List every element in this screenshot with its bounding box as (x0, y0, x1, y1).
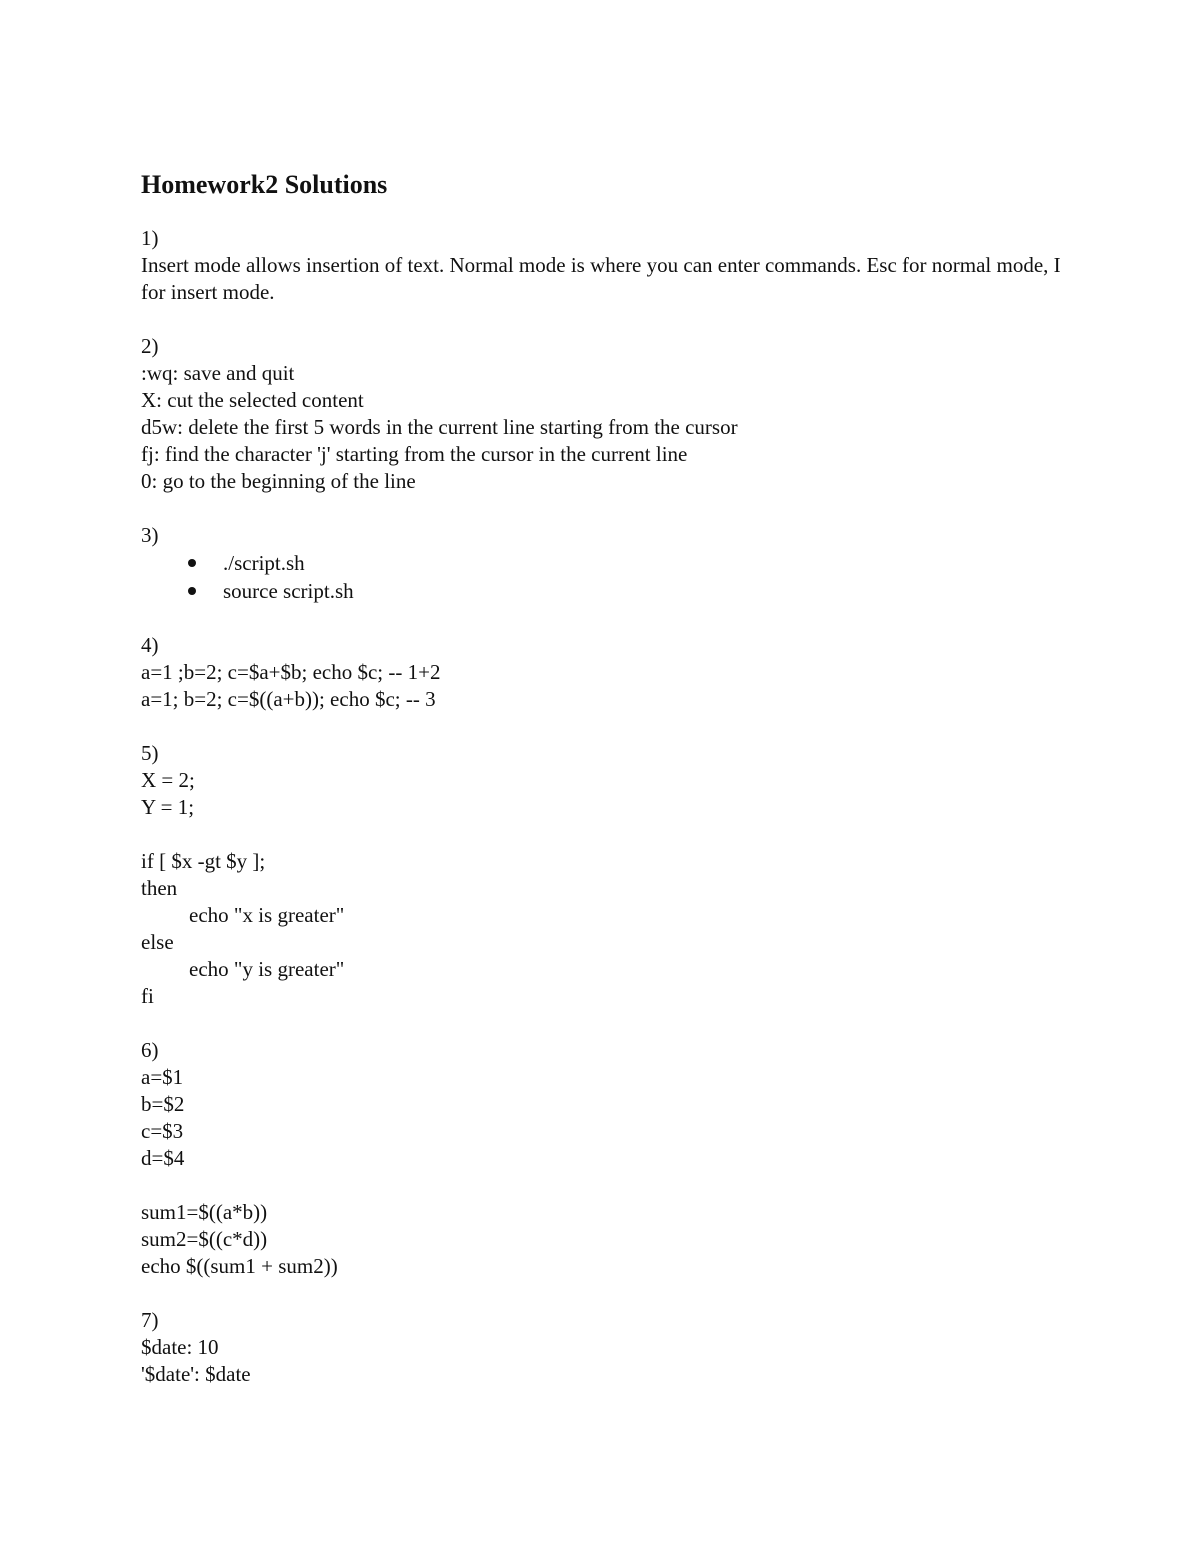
code-line: fi (141, 984, 154, 1008)
document-content (141, 168, 1081, 1388)
list-item (141, 577, 1081, 605)
answer-6 (141, 1037, 1081, 1280)
code-line: then (141, 876, 178, 900)
code-line: a=$1 (141, 1065, 184, 1089)
question-number: 2) (141, 334, 159, 358)
list-item (141, 549, 1081, 577)
answer-line: d5w: delete the first 5 words in the current line starting from the cursor (141, 415, 738, 439)
answer-line: 0: go to the beginning of the line (141, 469, 416, 493)
answer-line: $date: 10 (141, 1335, 219, 1359)
question-number: 1) (141, 226, 159, 250)
question-number: 3) (141, 523, 159, 547)
answer-line: fj: find the character 'j' starting from the cursor in the current line (141, 442, 688, 466)
answer-line: a=1; b=2; c=$((a+b)); echo $c; -- 3 (141, 687, 436, 711)
answer-text: Insert mode allows insertion of text. Normal mode is where you can enter commands. Esc for normal mode, I for insert mode. (141, 253, 1061, 304)
code-line: d=$4 (141, 1146, 185, 1170)
answer-4 (141, 632, 1081, 713)
bullet-icon (188, 587, 196, 595)
code-line: sum2=$((c*d)) (141, 1227, 268, 1251)
page-title: Homework2 Solutions (141, 170, 388, 199)
code-line: c=$3 (141, 1119, 184, 1143)
code-line: echo "x is greater" (189, 903, 345, 927)
answer-line: '$date': $date (141, 1362, 251, 1386)
list-item-text: source script.sh (223, 579, 354, 603)
answer-line: X: cut the selected content (141, 388, 364, 412)
answer-3 (141, 522, 1081, 605)
code-line: echo $((sum1 + sum2)) (141, 1254, 338, 1278)
answer-line: a=1 ;b=2; c=$a+$b; echo $c; -- 1+2 (141, 660, 441, 684)
code-line: sum1=$((a*b)) (141, 1200, 268, 1224)
answer-2 (141, 333, 1081, 495)
list-item-text: ./script.sh (223, 551, 305, 575)
code-line: else (141, 930, 174, 954)
code-line: b=$2 (141, 1092, 185, 1116)
bullet-icon (188, 559, 196, 567)
bullet-list (141, 549, 1081, 605)
question-number: 4) (141, 633, 159, 657)
answer-1 (141, 225, 1081, 306)
code-line: echo "y is greater" (189, 957, 345, 981)
answer-line: :wq: save and quit (141, 361, 295, 385)
question-number: 5) (141, 741, 159, 765)
question-number: 6) (141, 1038, 159, 1062)
code-line: if [ $x -gt $y ]; (141, 849, 266, 873)
question-number: 7) (141, 1308, 159, 1332)
answer-line: Y = 1; (141, 795, 195, 819)
answer-line: X = 2; (141, 768, 195, 792)
answer-7 (141, 1307, 1081, 1388)
answer-5 (141, 740, 1081, 1010)
